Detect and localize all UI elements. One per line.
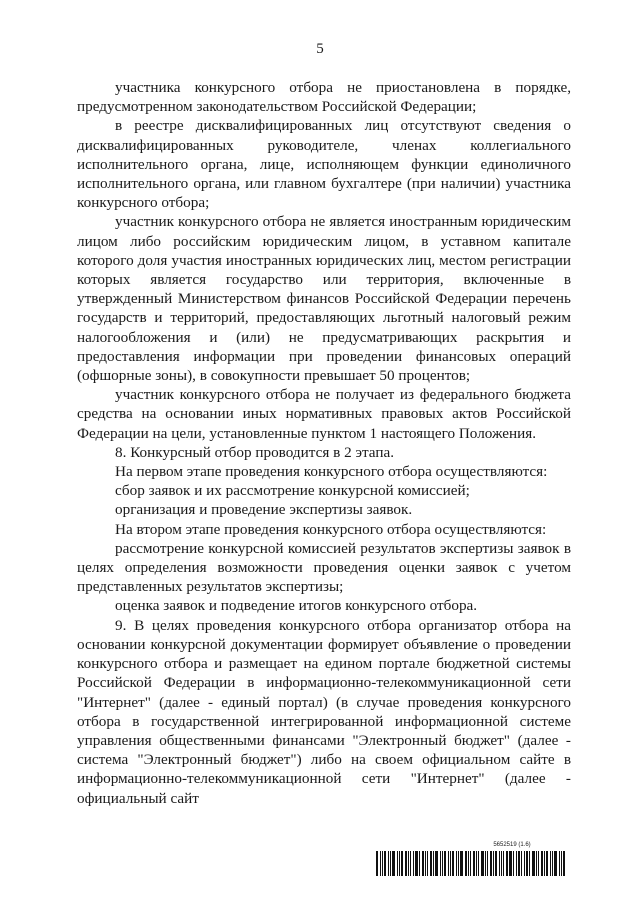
barcode-bar [485, 851, 486, 876]
barcode-bar [444, 851, 446, 876]
barcode-bar [450, 851, 451, 876]
barcode-bar [410, 851, 411, 876]
barcode-bar [433, 851, 434, 876]
barcode-bar [481, 851, 484, 876]
barcode-bar [401, 851, 403, 876]
barcode-bar [430, 851, 432, 876]
paragraph: оценка заявок и подведение итогов конкурсного отбора. [115, 597, 478, 615]
barcode-bar [470, 851, 471, 876]
barcode-bar [509, 851, 512, 876]
barcode-bar [382, 851, 383, 876]
paragraph: в реестре дисквалифицированных лиц отсутствуют сведения о дисквалифицированных руководителе, членах коллегиального исполнительного органа, лице, исполняющем функции единоличного исполнительного органа, или главном бухгалтере (при наличии) участника конкурсного отбора; [77, 117, 571, 212]
barcode-bar [458, 851, 459, 876]
barcode-bar [541, 851, 543, 876]
barcode-bar [490, 851, 492, 876]
barcode-bar [413, 851, 414, 876]
barcode-bar [501, 851, 502, 876]
barcode-bar [460, 851, 463, 876]
barcode-bar [388, 851, 389, 876]
barcode-bar [442, 851, 443, 876]
barcode-bar [552, 851, 553, 876]
barcode-bar [513, 851, 514, 876]
barcode-bar [415, 851, 418, 876]
barcode-bar [499, 851, 500, 876]
barcode-bar [384, 851, 386, 876]
barcode-bar [376, 851, 378, 876]
barcode-bar [422, 851, 424, 876]
barcode-bar [456, 851, 457, 876]
page-number: 5 [316, 41, 324, 57]
paragraph: сбор заявок и их рассмотрение конкурсной комиссией; [115, 482, 470, 500]
barcode-bar [405, 851, 407, 876]
barcode-bar [399, 851, 400, 876]
paragraph: организация и проведение экспертизы заявок. [115, 501, 413, 519]
barcode-bar [526, 851, 528, 876]
barcode-bar [550, 851, 551, 876]
document-body [77, 78, 571, 808]
paragraph: участник конкурсного отбора не получает из федерального бюджета средства на основании иных нормативных правовых актов Российской Федерации на цели, установленные пунктом 1 настоящего Положения. [77, 386, 571, 442]
barcode-bar [476, 851, 477, 876]
barcode-bar [559, 851, 560, 876]
barcode-bar [554, 851, 557, 876]
barcode-label: 5652519 (1.6) [493, 842, 531, 848]
barcode-bar [408, 851, 409, 876]
barcode-bar [493, 851, 494, 876]
barcode-bar [532, 851, 535, 876]
barcode-bar [468, 851, 469, 876]
paragraph: 8. Конкурсный отбор проводится в 2 этапа. [115, 443, 395, 461]
paragraph: На первом этапе проведения конкурсного отбора осуществляются: [115, 463, 548, 481]
barcode-bar [538, 851, 539, 876]
barcode-bar [427, 851, 428, 876]
paragraph: 9. В целях проведения конкурсного отбора организатор отбора на основании конкурсной документации формирует объявление о проведении конкурсного отбора и размещает на едином портале бюджетной системы Российской Федерации в информационно-телекоммуникационной сети "Интернет" (далее - единый портал) (в случае проведения конкурсного отбора в государственной интегрированной информационной системе управления общественными финансами "Электронный бюджет" (далее - система "Электронный бюджет") либо на своем официальном сайте в информационно-телекоммуникационной сети "Интернет" (далее - официальный сайт [77, 616, 571, 807]
barcode-bar [561, 851, 562, 876]
barcode-bar [544, 851, 545, 876]
barcode-bar [546, 851, 548, 876]
barcode-bar [452, 851, 454, 876]
barcode-bar [435, 851, 438, 876]
barcode-bar [529, 851, 530, 876]
barcode-bar [536, 851, 537, 876]
barcode-bar [380, 851, 381, 876]
barcode-bar [392, 851, 395, 876]
paragraph: участник конкурсного отбора не является иностранным юридическим лицом либо российским юридическим лицом, в уставном капитале которого доля участия иностранных юридических лиц, местом регистрации которых является государство или территория, включенные в утвержденный Министерством финансов Российской Федерации перечень государств и территорий, предоставляющих льготный налоговый режим налогообложения и (или) не предусматривающих раскрытия и предоставления информации при проведении финансовых операций (офшорные зоны), в совокупности превышает 50 процентов; [77, 213, 571, 385]
barcode-bar [524, 851, 525, 876]
barcode-bar [478, 851, 479, 876]
barcode-bar [506, 851, 508, 876]
barcode-bar [495, 851, 497, 876]
barcode-bar [503, 851, 504, 876]
barcode-bar [518, 851, 520, 876]
barcode-bar [397, 851, 398, 876]
paragraph: На втором этапе проведения конкурсного отбора осуществляются: [115, 520, 547, 538]
barcode-bar [425, 851, 426, 876]
barcode-bar [521, 851, 522, 876]
barcode-bar [465, 851, 467, 876]
paragraph: рассмотрение конкурсной комиссией результатов экспертизы заявок в целях определения возможности проведения оценки заявок с учетом представленных результатов экспертизы; [77, 539, 571, 596]
barcode-bar [419, 851, 420, 876]
barcode-bar [390, 851, 391, 876]
barcode-bar [487, 851, 488, 876]
barcode-bar [563, 851, 565, 876]
paragraph: участника конкурсного отбора не приостановлена в порядке, предусмотренном законодательством Российской Федерации; [77, 79, 571, 116]
barcode-bar [473, 851, 475, 876]
barcode-bar [516, 851, 517, 876]
barcode-bar [448, 851, 449, 876]
barcode-icon [376, 851, 569, 876]
barcode-bar [440, 851, 441, 876]
